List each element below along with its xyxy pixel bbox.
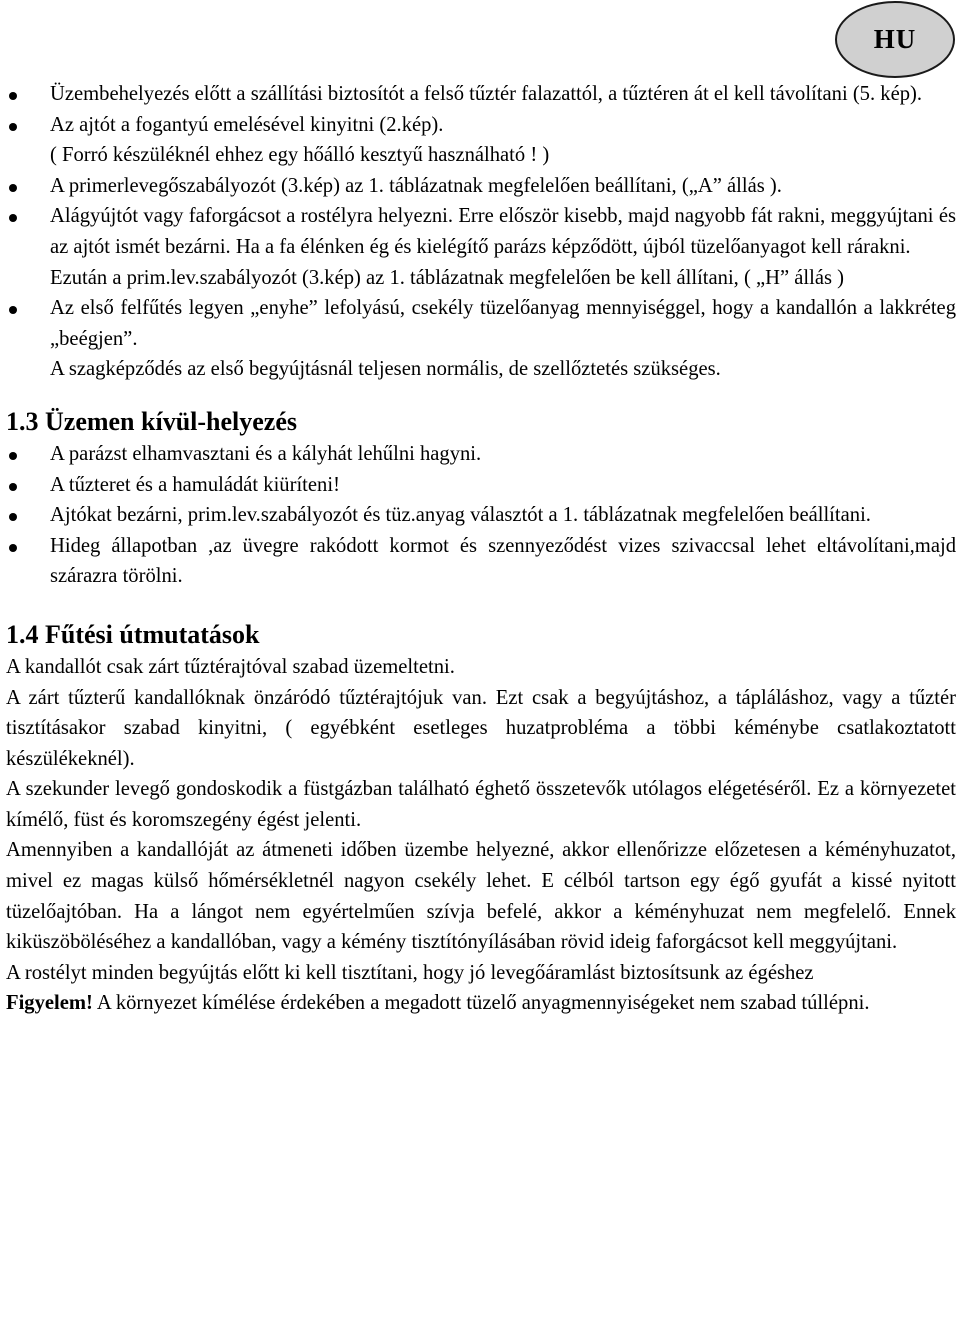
list-item — [6, 500, 956, 531]
document-page — [6, 79, 956, 1019]
section-heading-shutdown: 1.3 Üzemen kívül-helyezés — [6, 406, 298, 436]
list-item — [6, 201, 956, 293]
bullet-icon — [9, 452, 17, 460]
list-item — [6, 110, 956, 171]
list-item-note: Ezután a prim.lev.szabályozót (3.kép) az 1. táblázatnak megfelelően be kell állítani, ( „H” állás ) — [50, 266, 845, 289]
paragraph: A rostélyt minden begyújtás előtt ki kell tisztítani, hogy jó levegőáramlást biztosítsunk az égéshez — [6, 961, 814, 984]
language-code: HU — [873, 24, 917, 54]
bullet-icon — [9, 214, 17, 222]
list-item — [6, 293, 956, 385]
section-heading-heating: 1.4 Fűtési útmutatások — [6, 619, 260, 649]
bullet-icon — [9, 306, 17, 314]
bullet-icon — [9, 544, 17, 552]
list-item-text: A primerlevegőszabályozót (3.kép) az 1. táblázatnak megfelelően beállítani, („A” állás ). — [50, 174, 782, 197]
list-item — [6, 79, 956, 110]
bullet-icon — [9, 184, 17, 192]
bullet-icon — [9, 513, 17, 521]
list-item-text: Ajtókat bezárni, prim.lev.szabályozót és tüz.anyag választót a 1. táblázatnak megfelelően beállítani. — [50, 504, 871, 527]
list-item — [6, 531, 956, 592]
warning-label: Figyelem! — [6, 992, 93, 1015]
list-item-text: A parázst elhamvasztani és a kályhát lehűlni hagyni. — [50, 442, 482, 465]
list-item-note: ( Forró készüléknél ehhez egy hőálló kesztyű használható ! ) — [50, 144, 550, 167]
list-item-text: A tűzteret és a hamuládát kiüríteni! — [50, 473, 340, 496]
paragraph: A kandallót csak zárt tűztérajtóval szabad üzemeltetni. — [6, 655, 455, 678]
list-item-text: Alágyújtót vagy faforgácsot a rostélyra helyezni. Erre először kisebb, majd nagyobb fát rakni, meggyújtani és az ajtót ismét bezárni. Ha a fa élénken ég és kielégítő parázs képződött, újból tüzelőanyagot kell rárakni. — [50, 205, 956, 258]
bullet-icon — [9, 92, 17, 100]
bullet-icon — [9, 123, 17, 131]
list-item — [6, 470, 956, 501]
warning-paragraph — [6, 988, 956, 1019]
startup-list — [6, 79, 956, 385]
list-item-text: Az ajtót a fogantyú emelésével kinyitni (2.kép). — [50, 113, 444, 136]
language-badge — [835, 1, 955, 78]
warning-text: A környezet kímélése érdekében a megadott tüzelő anyagmennyiségeket nem szabad túllépni. — [92, 992, 870, 1015]
paragraph: A zárt tűzterű kandallóknak önzáródó tűztérajtójuk van. Ezt csak a begyújtáshoz, a tápláláshoz, vagy a tűztér tisztításakor szabad kinyitni, ( egyébként esetleges huzatprobléma a többi kéménybe csatlakoztatott készülékeknél). — [6, 686, 956, 770]
list-item-text: Hideg állapotban ,az üvegre rakódott kormot és szennyeződést vizes szivaccsal lehet eltávolítani,majd szárazra törölni. — [50, 534, 956, 588]
paragraph: Amennyiben a kandallóját az átmeneti időben üzembe helyezné, akkor ellenőrizze előzetesen a kéményhuzatot, mivel ez magas külső hőmérsékletnél nagyon csekély lehet. E célból tartson egy égő gyufát a kissé nyitott tüzelőajtóban. Ha a lángot nem egyértelműen szívja befelé, akkor a kéményhuzat nem megfelelő. Ennek kiküszöböléséhez a kandallóban, vagy a kémény tisztítónyílásában rövid ideig faforgácsot kell meggyújtani. — [6, 839, 956, 954]
list-item-text: Az első felfűtés legyen „enyhe” lefolyású, csekély tüzelőanyag mennyiséggel, hogy a kandallón a lakkréteg „beégjen”. — [50, 297, 956, 350]
shutdown-list — [6, 439, 956, 592]
list-item-note: A szagképződés az első begyújtásnál teljesen normális, de szellőztetés szükséges. — [50, 358, 721, 381]
list-item — [6, 171, 956, 202]
list-item-text: Üzembehelyezés előtt a szállítási biztosítót a felső tűztér falazattól, a tűztéren át el kell távolítani (5. kép). — [50, 83, 923, 105]
paragraph: A szekunder levegő gondoskodik a füstgázban található éghető összetevők utólagos elégetéséről. Ez a környezetet kímélő, füst és koromszegény égést jelenti. — [6, 778, 956, 831]
bullet-icon — [9, 483, 17, 491]
list-item — [6, 439, 956, 470]
